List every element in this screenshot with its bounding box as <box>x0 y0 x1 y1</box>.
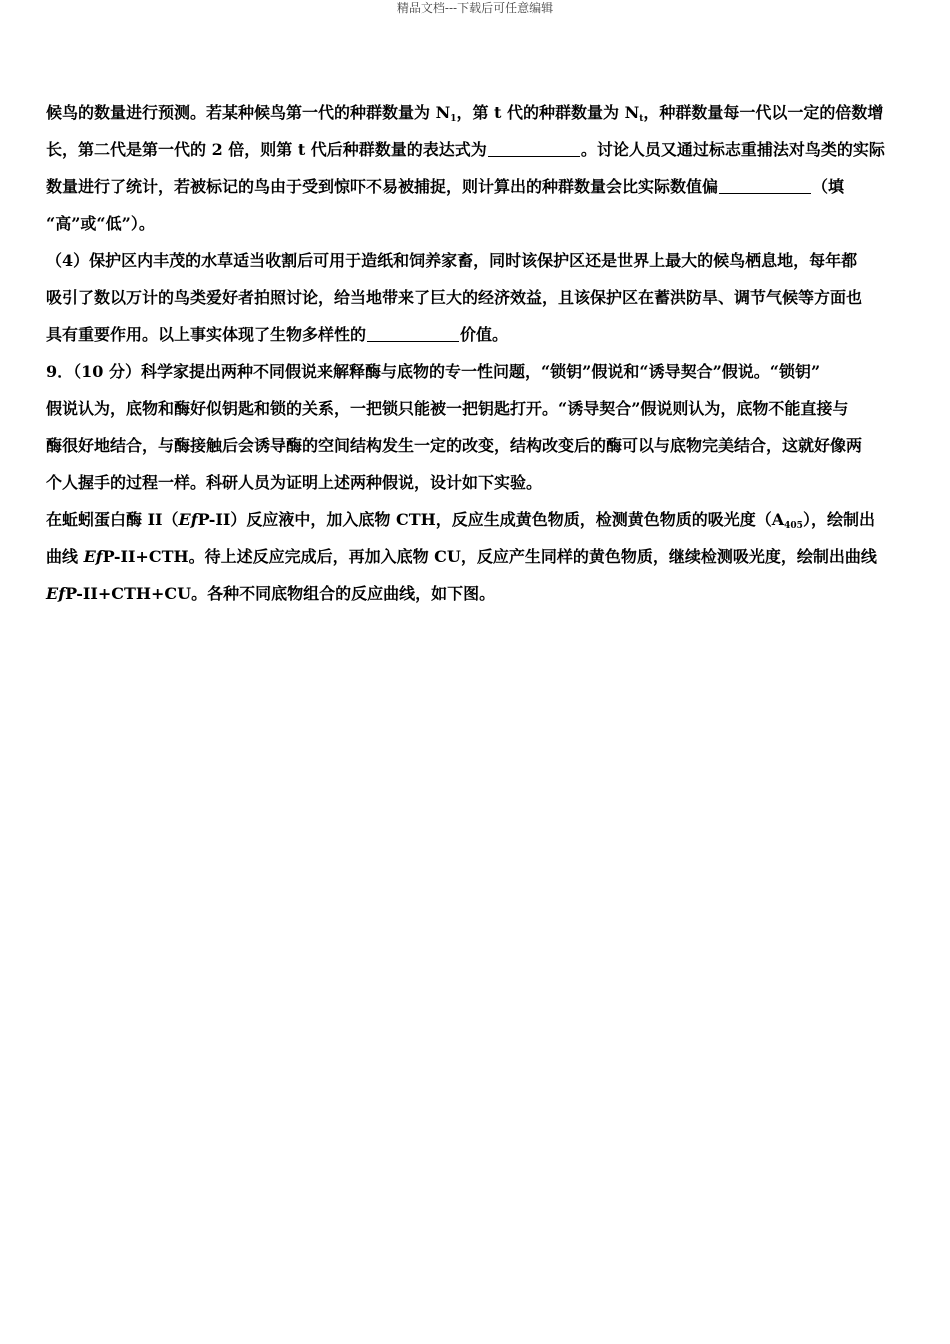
italic-text: Ef <box>178 510 198 529</box>
text-line <box>46 353 906 390</box>
text-segment: 数量进行了统计，若被标记的鸟由于受到惊吓不易被捕捉，则计算出的种群数量会比实际数值偏 <box>46 177 719 196</box>
answer-blank[interactable] <box>367 323 459 342</box>
subscript: 405 <box>784 521 803 531</box>
text-segment: 9．（10 分）科学家提出两种不同假说来解释酶与底物的专一性问题，“锁钥”假说和“诱导契合”假说。“锁钥” <box>46 362 821 381</box>
subscript: 1 <box>450 114 457 124</box>
text-segment: 候鸟的数量进行预测。若某种候鸟第一代的种群数量为 N <box>46 103 451 122</box>
text-segment: 曲线 <box>46 547 84 566</box>
text-segment: 酶很好地结合，与酶接触后会诱导酶的空间结构发生一定的改变，结构改变后的酶可以与底物完美结合，这就好像两 <box>46 436 863 455</box>
document-body <box>46 94 906 612</box>
text-line <box>46 427 906 464</box>
italic-text: Ef <box>83 547 103 566</box>
text-segment: （4）保护区内丰茂的水草适当收割后可用于造纸和饲养家畜，同时该保护区还是世界上最大的候鸟栖息地，每年都 <box>46 251 858 270</box>
text-segment: 个人握手的过程一样。科研人员为证明上述两种假说，设计如下实验。 <box>46 473 543 492</box>
text-line <box>46 501 906 538</box>
subscript: t <box>639 114 644 124</box>
text-line <box>46 242 906 279</box>
page-header: 精品文档---下载后可任意编辑 <box>396 1 554 15</box>
text-segment: ），绘制出 <box>802 510 875 529</box>
text-line <box>46 131 906 168</box>
text-segment: 吸引了数以万计的鸟类爱好者拍照讨论，给当地带来了巨大的经济效益，且该保护区在蓄洪防旱、调节气候等方面也 <box>46 288 863 307</box>
text-segment: 。讨论人员又通过标志重捕法对鸟类的实际 <box>580 140 885 159</box>
text-line <box>46 575 906 612</box>
text-segment: P-II+CTH+CU。各种不同底物组合的反应曲线，如下图。 <box>65 584 496 603</box>
text-segment: 长，第二代是第一代的 2 倍，则第 t 代后种群数量的表达式为 <box>46 140 487 159</box>
text-segment: P-II）反应液中，加入底物 CTH，反应生成黄色物质，检测黄色物质的吸光度（A <box>197 510 785 529</box>
text-line <box>46 168 906 205</box>
text-segment: 在蚯蚓蛋白酶 II（ <box>46 510 179 529</box>
answer-blank[interactable] <box>488 138 580 157</box>
text-line <box>46 205 906 242</box>
text-line <box>46 316 906 353</box>
answer-blank[interactable] <box>719 175 811 194</box>
text-segment: ，种群数量每一代以一定的倍数增 <box>643 103 884 122</box>
text-segment: 假说认为，底物和酶好似钥匙和锁的关系，一把锁只能被一把钥匙打开。“诱导契合”假说则认为，底物不能直接与 <box>46 399 849 418</box>
text-line <box>46 94 906 131</box>
text-segment: 价值。 <box>460 325 509 344</box>
text-line <box>46 390 906 427</box>
text-line <box>46 464 906 501</box>
text-segment: “高”或“低”）。 <box>46 214 155 233</box>
text-line <box>46 538 906 575</box>
text-segment: 具有重要作用。以上事实体现了生物多样性的 <box>46 325 367 344</box>
text-line <box>46 279 906 316</box>
italic-text: Ef <box>46 584 66 603</box>
text-segment: ，第 t 代的种群数量为 N <box>456 103 640 122</box>
text-segment: P-II+CTH。待上述反应完成后，再加入底物 CU，反应产生同样的黄色物质，继续检测吸光度，绘制出曲线 <box>102 547 877 566</box>
text-segment: （填 <box>812 177 845 196</box>
